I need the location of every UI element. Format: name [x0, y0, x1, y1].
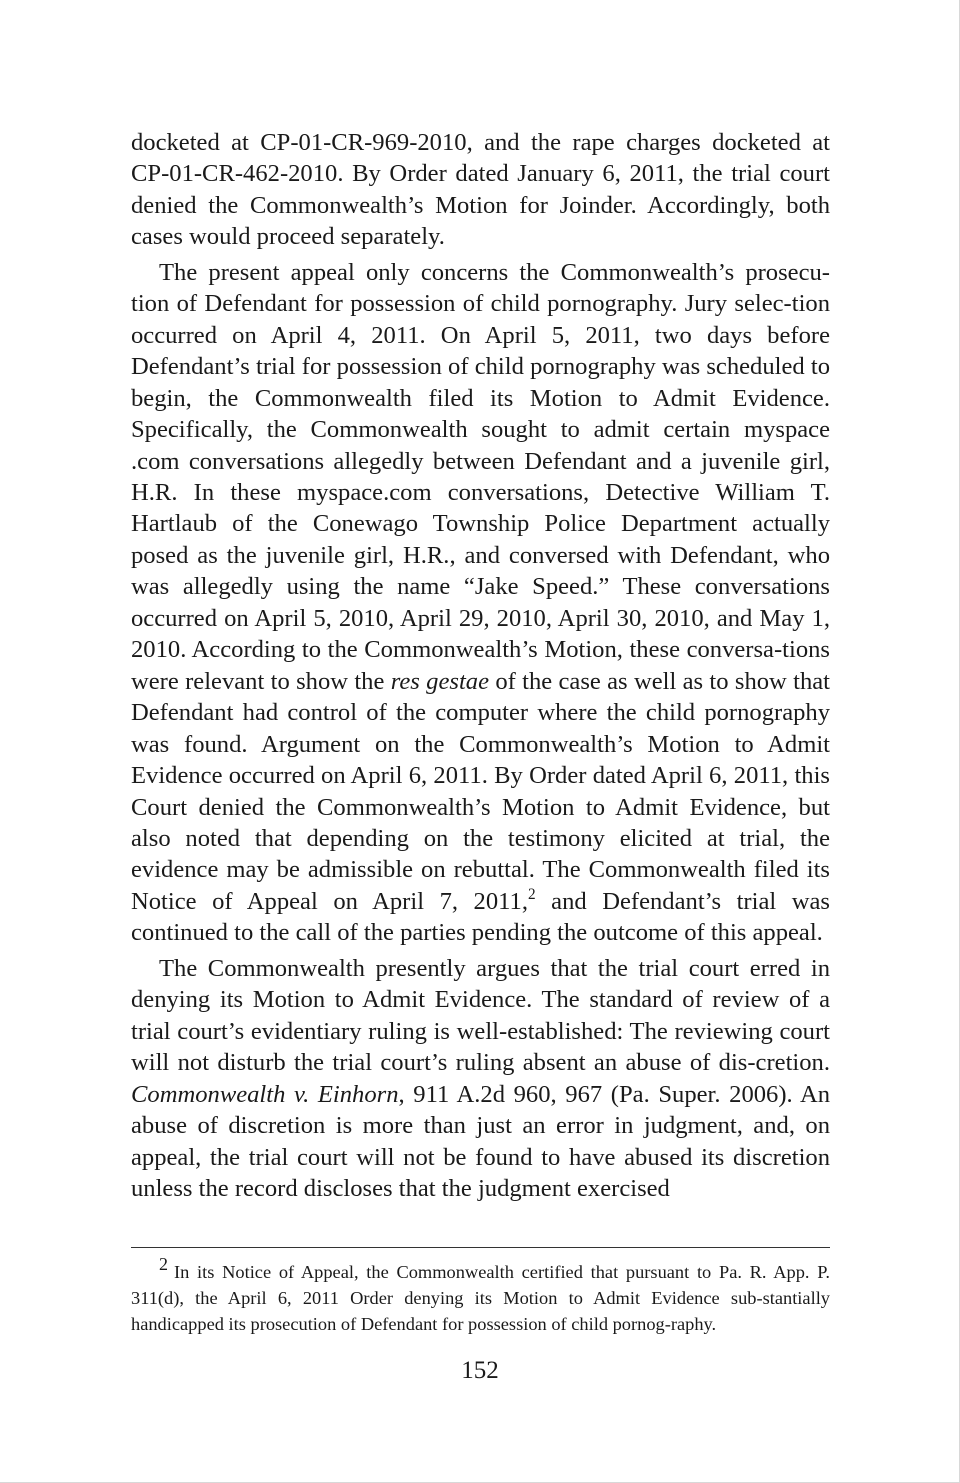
paragraph-2-text-b: of the case as well as to show that Defendant had control of the computer where the child pornography was found. Argument on the Commonwealth’s Motion to Admit Evidence occurred on April 6, 2011. By Order dated April 6, 2011, this Court denied the Commonwealth’s Motion to Admit Evidence, but also noted that depending on the testimony elicited at trial, the evidence may be admissible on rebuttal. The Commonwealth filed its Notice of Appeal on April 7, 2011, — [131, 667, 830, 915]
footnote-text: In its Notice of Appeal, the Commonwealth certified that pursuant to Pa. R. App. P. 311(d), the April 6, 2011 Order denying its Motion to Admit Evidence sub-stantially handicapped its prosecution of Defendant for possession of child pornog-raphy. — [131, 1262, 830, 1334]
body-text — [131, 127, 830, 1204]
footnote-number: 2 — [159, 1253, 168, 1274]
paragraph-1 — [131, 127, 830, 253]
paragraph-2 — [131, 257, 830, 949]
footnote-reference: 2 — [528, 885, 536, 903]
case-citation-italic: Commonwealth v. Einhorn — [131, 1080, 399, 1108]
paragraph-2-text-a: The present appeal only concerns the Commonwealth’s prosecu-tion of Defendant for possession of child pornography. Jury selec-tion occurred on April 4, 2011. On April 5, 2011, two days before Defendant’s trial for possession of child pornography was scheduled to begin, the Commonwealth filed its Motion to Admit Evidence. Specifically, the Commonwealth sought to admit certain myspace .com conversations allegedly between Defendant and a juvenile girl, H.R. In these myspace.com conversations, Detective William T. Hartlaub of the Conewago Township Police Department actually posed as the juvenile girl, H.R., and conversed with Defendant, who was allegedly using the name “Jake Speed.” These conversations occurred on April 5, 2010, April 29, 2010, April 30, 2010, and May 1, 2010. According to the Commonwealth’s Motion, these conversa-tions were relevant to show the — [131, 258, 830, 695]
footnote-divider — [131, 1247, 830, 1248]
paragraph-2-text-c: and Defendant’s trial was continued to the call of the parties pending the outcome of this appeal. — [131, 887, 830, 947]
paragraph-1-text: docketed at CP-01-CR-969-2010, and the rape charges docketed at CP-01-CR-462-2010. By Order dated January 6, 2011, the trial court denied the Commonwealth’s Motion for Joinder. Accordingly, both cases would proceed separately. — [131, 129, 830, 251]
paragraph-3 — [131, 953, 830, 1205]
res-gestae-italic: res gestae — [390, 667, 489, 695]
paragraph-3-text-b: , 911 A.2d 960, 967 (Pa. Super. 2006). An abuse of discretion is more than just an error in judgment, and, on appeal, the trial court will not be found to have abused its discretion unless the record discloses that the judgment exercised — [131, 1080, 831, 1202]
page-number: 152 — [461, 1357, 499, 1384]
paragraph-3-text-a: The Commonwealth presently argues that the trial court erred in denying its Motion to Admit Evidence. The standard of review of a trial court’s evidentiary ruling is well-established: The reviewing court will not disturb the trial court’s ruling absent an abuse of dis-cretion. — [131, 954, 830, 1077]
footnote — [131, 1253, 830, 1337]
